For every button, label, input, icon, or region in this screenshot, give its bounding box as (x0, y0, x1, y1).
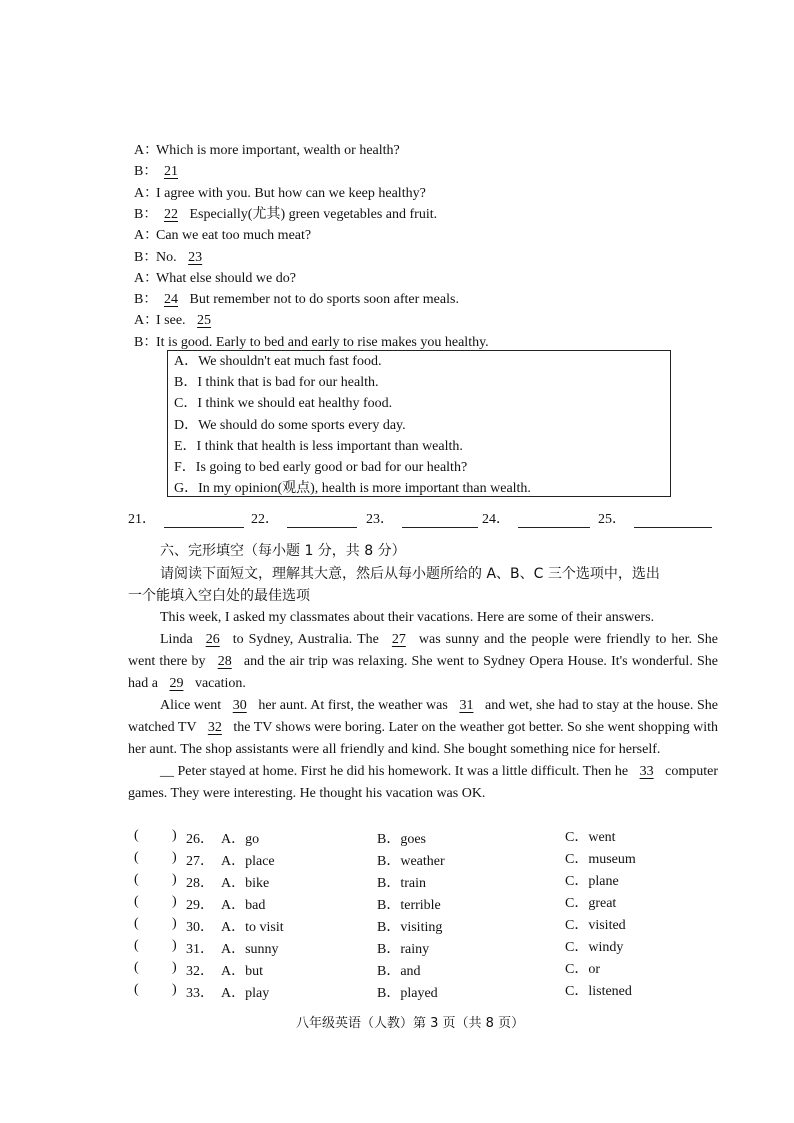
speaker-label: B： (134, 334, 158, 350)
answer-paren-close: ) (172, 872, 177, 887)
answer-line (164, 513, 244, 528)
passage-blank: 26 (205, 632, 220, 647)
dialogue-text: But remember not to do sports soon after meals. (186, 292, 459, 308)
option-a: A．place (221, 854, 275, 869)
passage-blank: 33 (639, 764, 654, 779)
dialogue-line (134, 270, 296, 288)
dialogue-line (134, 291, 459, 309)
option-a: A．but (221, 964, 263, 979)
option-b: B．visiting (377, 920, 443, 935)
option-a: A．bike (221, 876, 270, 891)
dialogue-text: Especially(尤其) green vegetables and fruit. (186, 206, 438, 222)
dialogue-blank: 21 (164, 164, 178, 180)
dialogue-line (134, 142, 400, 160)
speaker-label: B： (134, 292, 158, 308)
answer-label: 24． (482, 512, 510, 527)
passage-text: her aunt. At first, the weather was (254, 698, 452, 713)
answer-blank (482, 508, 590, 528)
answer-line (634, 513, 712, 528)
option-c: C．plane (565, 874, 619, 889)
dialogue-text: Can we eat too much meat? (156, 228, 312, 244)
passage-text: was sunny and the people were friendly to her. She went there by (128, 632, 718, 669)
option-b: B．played (377, 986, 438, 1001)
answer-paren-open: ( (134, 960, 139, 975)
answer-label: 25． (598, 512, 626, 527)
passage-paragraph-1: This week, I asked my classmates about their vacations. Here are some of their answers. (160, 610, 655, 625)
option-b: B．and (377, 964, 421, 979)
answer-line (287, 513, 357, 528)
answer-paren-close: ) (172, 850, 177, 865)
option-b: B．weather (377, 854, 445, 869)
option-a: A．go (221, 832, 260, 847)
dialogue-line (134, 249, 210, 267)
option-b: B．goes (377, 832, 426, 847)
question-number: 28． (186, 876, 214, 891)
passage-blank: 30 (232, 698, 247, 713)
question-number: 30． (186, 920, 214, 935)
option-a: A．sunny (221, 942, 279, 957)
question-number: 32． (186, 964, 214, 979)
passage-text: Alice went (160, 698, 225, 713)
answer-paren-open: ( (134, 916, 139, 931)
answer-paren-open: ( (134, 828, 139, 843)
answer-paren-close: ) (172, 828, 177, 843)
answer-paren-close: ) (172, 916, 177, 931)
answer-label: 23． (366, 512, 394, 527)
answer-blank (598, 508, 712, 528)
passage-text: and wet, she had to stay at the house. She watched TV (128, 698, 718, 735)
passage-paragraph-2 (128, 629, 718, 695)
question-number: 26． (186, 832, 214, 847)
option-c: C．windy (565, 940, 624, 955)
option-item: A．We shouldn't eat much fast food. (174, 354, 382, 369)
answer-label: 21． (128, 512, 156, 527)
passage-text: to Sydney, Australia. The (227, 632, 384, 647)
passage-blank: 28 (217, 654, 232, 669)
speaker-label: A： (134, 228, 159, 244)
question-number: 27． (186, 854, 214, 869)
speaker-label: B： (134, 249, 158, 265)
passage-blank: 31 (459, 698, 474, 713)
option-b: B．rainy (377, 942, 430, 957)
dialogue-blank: 25 (197, 313, 212, 329)
dialogue-line (134, 334, 489, 352)
answer-label: 22． (251, 512, 279, 527)
dialogue-text: No. (156, 249, 181, 265)
answer-paren-open: ( (134, 872, 139, 887)
option-c: C．or (565, 962, 600, 977)
answer-paren-open: ( (134, 894, 139, 909)
option-item: G．In my opinion(观点), health is more important than wealth. (174, 481, 531, 497)
passage-text: __ Peter stayed at home. First he did his homework. It was a little difficult. Then he (160, 764, 632, 779)
dialogue-text: Which is more important, wealth or health? (156, 143, 400, 158)
dialogue-text: It is good. Early to bed and early to rise makes you healthy. (156, 334, 489, 350)
speaker-label: B： (134, 164, 158, 180)
option-a: A．bad (221, 898, 266, 913)
answer-paren-open: ( (134, 850, 139, 865)
dialogue-blank: 23 (188, 249, 203, 265)
passage-blank: 29 (169, 676, 184, 691)
option-b: B．terrible (377, 898, 441, 913)
answer-blank (251, 508, 357, 528)
option-item: E．I think that health is less important than wealth. (174, 438, 463, 454)
dialogue-line (134, 163, 186, 181)
option-c: C．great (565, 896, 617, 911)
speaker-label: A： (134, 270, 159, 286)
dialogue-line (134, 206, 437, 224)
passage-text: and the air trip was relaxing. She went to Sydney Opera House. It's wonderful. She had a (128, 654, 718, 691)
question-number: 33． (186, 986, 214, 1001)
dialogue-blank: 22 (164, 206, 178, 222)
passage-paragraph-4 (128, 761, 718, 805)
option-c: C．listened (565, 984, 632, 999)
answer-line (402, 513, 478, 528)
passage-text: Linda (160, 632, 198, 647)
option-c: C．visited (565, 918, 626, 933)
passage-blank: 32 (207, 720, 222, 735)
option-c: C．museum (565, 852, 636, 867)
answer-paren-close: ) (172, 960, 177, 975)
dialogue-text: I agree with you. But how can we keep healthy? (156, 185, 426, 201)
dialogue-text: I see. (156, 313, 190, 329)
section-title: 六、完形填空（每小题 1 分，共 8 分） (160, 543, 406, 559)
answer-paren-open: ( (134, 938, 139, 953)
answer-blank (366, 508, 478, 528)
page-footer: 八年级英语（人教）第 3 页（共 8 页） (296, 1016, 525, 1031)
dialogue-line (134, 185, 426, 203)
passage-blank: 27 (391, 632, 406, 647)
answer-paren-close: ) (172, 894, 177, 909)
option-item: B．I think that is bad for our health. (174, 375, 379, 391)
passage-text: the TV shows were boring. Later on the weather got better. So she went shopping with her aunt. The shop assistants were all friendly and kind. She bought something nice for herself. (128, 720, 718, 757)
speaker-label: A： (134, 185, 159, 201)
passage-text: vacation. (191, 676, 246, 691)
dialogue-text: What else should we do? (156, 270, 296, 286)
passage (128, 607, 718, 805)
answer-blank (128, 508, 244, 528)
options-box (167, 350, 671, 497)
speaker-label: A： (134, 143, 159, 158)
passage-paragraph-3 (128, 695, 718, 761)
option-c: C．went (565, 830, 616, 845)
speaker-label: A： (134, 313, 159, 329)
speaker-label: B： (134, 206, 158, 222)
answer-paren-open: ( (134, 982, 139, 997)
option-item: F．Is going to bed early good or bad for our health? (174, 460, 468, 475)
instruction-line-2: 一个能填入空白处的最佳选项 (128, 588, 310, 604)
question-number: 31． (186, 942, 214, 957)
passage-text: computer games. They were interesting. He thought his vacation was OK. (128, 764, 718, 801)
option-item: C．I think we should eat healthy food. (174, 396, 393, 412)
instruction-line-1: 请阅读下面短文，理解其大意，然后从每小题所给的 A、B、C 三个选项中，选出 (160, 566, 660, 582)
option-a: A．to visit (221, 920, 284, 935)
dialogue-blank: 24 (164, 292, 178, 308)
answer-paren-close: ) (172, 982, 177, 997)
option-item: D．We should do some sports every day. (174, 417, 406, 433)
dialogue-line (134, 312, 219, 330)
answer-paren-close: ) (172, 938, 177, 953)
option-a: A．play (221, 986, 270, 1001)
question-number: 29． (186, 898, 214, 913)
answer-line (518, 513, 590, 528)
option-b: B．train (377, 876, 426, 891)
dialogue-line (134, 227, 311, 245)
